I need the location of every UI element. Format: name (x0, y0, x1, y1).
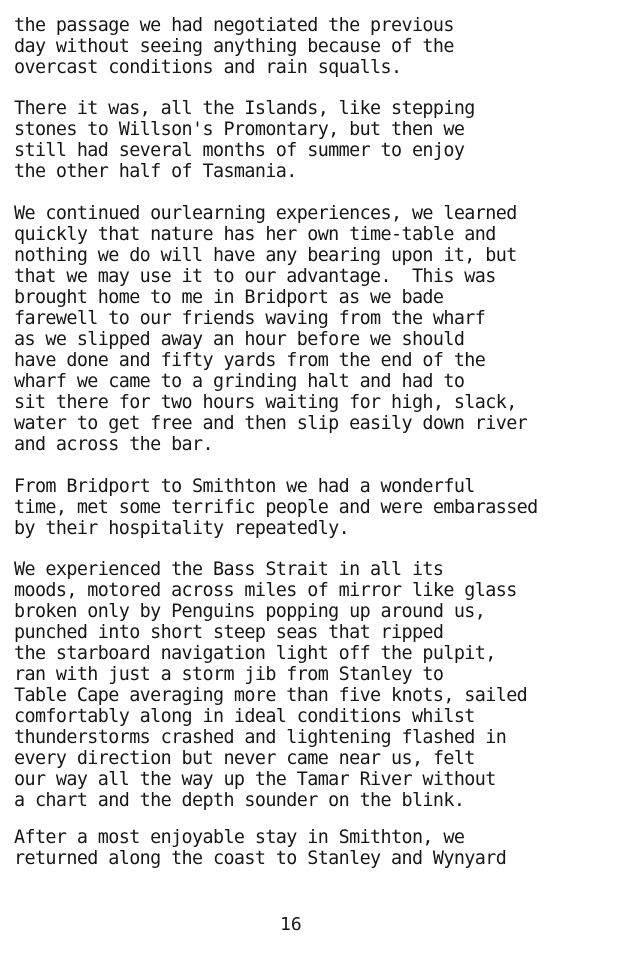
text-line: returned along the coast to Stanley and Wynyard (14, 848, 507, 869)
text-line: farewell to our friends waving from the wharf (14, 308, 486, 329)
text-line: time, met some terrific people and were embarassed (14, 497, 538, 518)
text-line: ran with just a storm jib from Stanley to (14, 664, 444, 685)
text-line: We continued ourlearning experiences, we learned (14, 203, 517, 224)
page-number: 16 (280, 914, 302, 935)
text-line: the other half of Tasmania. (14, 161, 297, 182)
text-line: overcast conditions and rain squalls. (14, 57, 402, 78)
text-line: stones to Willson's Promontary, but then we (14, 119, 465, 140)
text-line: every direction but never came near us, felt (14, 748, 475, 769)
text-line: have done and fifty yards from the end of the (14, 350, 486, 371)
text-line: brought home to me in Bridport as we bade (14, 287, 444, 308)
text-line: We experienced the Bass Strait in all its (14, 559, 444, 580)
text-line: the starboard navigation light off the pulpit, (14, 643, 496, 664)
text-line: as we slipped away an hour before we should (14, 329, 465, 350)
text-line: water to get free and then slip easily down river (14, 413, 528, 434)
text-line: Table Cape averaging more than five knots, sailed (14, 685, 528, 706)
text-line: sit there for two hours waiting for high, slack, (14, 392, 517, 413)
text-line: There it was, all the Islands, like stepping (14, 98, 475, 119)
text-line: comfortably along in ideal conditions whilst (14, 706, 475, 727)
text-line: the passage we had negotiated the previous (14, 15, 454, 36)
text-line: After a most enjoyable stay in Smithton, we (14, 827, 465, 848)
text-line: punched into short steep seas that ripped (14, 622, 444, 643)
text-line: wharf we came to a grinding halt and had to (14, 371, 465, 392)
text-line: still had several months of summer to enjoy (14, 140, 465, 161)
text-line: our way all the way up the Tamar River without (14, 769, 496, 790)
text-line: broken only by Penguins popping up around us, (14, 601, 486, 622)
text-line: by their hospitality repeatedly. (14, 518, 350, 539)
text-line: day without seeing anything because of the (14, 36, 454, 57)
text-line: From Bridport to Smithton we had a wonderful (14, 476, 475, 497)
text-line: and across the bar. (14, 434, 213, 455)
text-line: thunderstorms crashed and lightening flashed in (14, 727, 507, 748)
text-line: that we may use it to our advantage. This was (14, 266, 496, 287)
text-line: moods, motored across miles of mirror like glass (14, 580, 517, 601)
text-line: a chart and the depth sounder on the blink. (14, 790, 465, 811)
text-line: nothing we do will have any bearing upon it, but (14, 245, 517, 266)
text-line: quickly that nature has her own time-table and (14, 224, 496, 245)
